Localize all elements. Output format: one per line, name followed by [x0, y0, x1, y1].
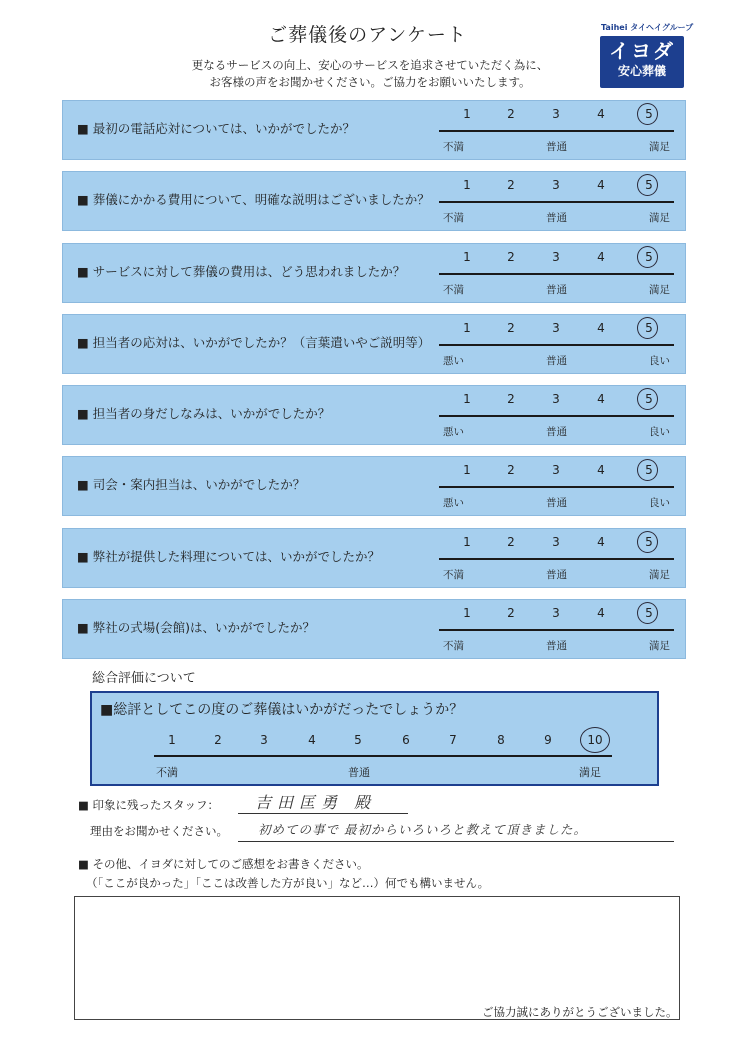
rating-option[interactable]: 3 [552, 606, 560, 620]
logo-sub-text: 安心葬儀 [617, 64, 666, 78]
scale-label-low: 不満 [443, 284, 464, 296]
overall-rating-option[interactable]: 6 [402, 733, 410, 747]
question-text: ■ 弊社が提供した料理については、いかがでしたか？ [77, 549, 381, 564]
rating-option[interactable]: 5 [645, 463, 653, 477]
overall-rating-option[interactable]: 7 [449, 733, 457, 747]
selected-rating-circle [637, 602, 658, 624]
selected-rating-circle [637, 103, 658, 125]
brand-caption: Taihei タイヘイグループ [601, 23, 694, 32]
rating-option[interactable]: 4 [597, 250, 605, 264]
scale-label-mid: 普通 [546, 355, 567, 367]
rating-option[interactable]: 2 [507, 606, 515, 620]
scale-label-low: 不満 [443, 640, 464, 652]
question-text: ■ 司会・案内担当は、いかがでしたか？ [77, 477, 306, 492]
rating-option[interactable]: 3 [552, 535, 560, 549]
overall-rating-option[interactable]: 2 [214, 733, 222, 747]
intro-text-line2: お客様の声をお聞かせください。ご協力をお願いいたします。 [209, 75, 531, 89]
overall-label-mid: 普通 [348, 766, 370, 779]
scale-label-mid: 普通 [546, 569, 567, 581]
rating-option[interactable]: 2 [507, 178, 515, 192]
staff-name-value[interactable]: 吉田匡勇 殿 [255, 793, 377, 812]
scale-label-low: 不満 [443, 569, 464, 581]
selected-rating-circle [637, 246, 658, 268]
overall-rating-option[interactable]: 8 [497, 733, 505, 747]
rating-option[interactable]: 2 [507, 535, 515, 549]
overall-rating-option[interactable]: 10 [587, 733, 603, 747]
rating-option[interactable]: 2 [507, 321, 515, 335]
rating-option[interactable]: 3 [552, 321, 560, 335]
selected-rating-circle [637, 459, 658, 481]
rating-option[interactable]: 1 [463, 107, 471, 121]
company-logo [600, 36, 684, 88]
rating-option[interactable]: 1 [463, 250, 471, 264]
reason-label: 理由をお聞かせください。 [90, 824, 228, 838]
rating-option[interactable]: 3 [552, 250, 560, 264]
question-text: ■ サービスに対して葬儀の費用は、どう思われましたか？ [77, 264, 406, 279]
question-box [62, 456, 686, 516]
question-box [62, 314, 686, 374]
question-text: ■ 担当者の身だしなみは、いかがでしたか？ [77, 406, 331, 421]
rating-option[interactable]: 2 [507, 392, 515, 406]
rating-option[interactable]: 5 [645, 392, 653, 406]
scale-label-high: 満足 [649, 212, 670, 224]
rating-option[interactable]: 2 [507, 107, 515, 121]
scale-label-mid: 普通 [546, 426, 567, 438]
intro-text-line1: 更なるサービスの向上、安心のサービスを追求させていただく為に、 [191, 58, 549, 72]
overall-rating-option[interactable]: 9 [544, 733, 552, 747]
question-box [62, 385, 686, 445]
scale-label-mid: 普通 [546, 212, 567, 224]
question-box [62, 243, 686, 303]
rating-option[interactable]: 3 [552, 463, 560, 477]
question-box [62, 100, 686, 160]
rating-option[interactable]: 1 [463, 463, 471, 477]
scale-label-mid: 普通 [546, 284, 567, 296]
rating-scale-line [439, 558, 674, 560]
scale-label-mid: 普通 [546, 640, 567, 652]
question-box [62, 528, 686, 588]
question-text: ■ 担当者の応対は、いかがでしたか？（言葉遣いやご説明等） [77, 335, 431, 350]
rating-option[interactable]: 3 [552, 107, 560, 121]
selected-rating-circle [637, 317, 658, 339]
comments-sublabel: （「ここが良かった」「ここは改善した方が良い」など…）何でも構いません。 [86, 876, 490, 890]
selected-rating-circle [637, 174, 658, 196]
question-text: ■ 葬儀にかかる費用について、明確な説明はございましたか？ [77, 192, 430, 207]
rating-option[interactable]: 5 [645, 178, 653, 192]
scale-label-mid: 普通 [546, 497, 567, 509]
question-text: ■ 弊社の式場(会館)は、いかがでしたか？ [77, 620, 316, 635]
page-title: ご葬儀後のアンケート [268, 24, 467, 46]
scale-label-high: 満足 [649, 284, 670, 296]
rating-option[interactable]: 4 [597, 463, 605, 477]
rating-option[interactable]: 4 [597, 107, 605, 121]
overall-selected-circle [580, 727, 610, 753]
rating-option[interactable]: 3 [552, 178, 560, 192]
rating-scale-line [439, 344, 674, 346]
rating-option[interactable]: 5 [645, 321, 653, 335]
comments-textarea[interactable] [74, 896, 680, 1020]
scale-label-low: 悪い [443, 426, 464, 438]
selected-rating-circle [637, 388, 658, 410]
rating-option[interactable]: 1 [463, 321, 471, 335]
scale-label-low: 悪い [443, 355, 464, 367]
rating-scale-line [439, 415, 674, 417]
rating-option[interactable]: 4 [597, 321, 605, 335]
staff-label: ■ 印象に残ったスタッフ： [78, 798, 220, 812]
scale-label-low: 不満 [443, 141, 464, 153]
rating-option[interactable]: 2 [507, 463, 515, 477]
rating-scale-line [439, 201, 674, 203]
overall-rating-option[interactable]: 1 [168, 733, 176, 747]
overall-heading: 総合評価について [92, 671, 196, 686]
rating-option[interactable]: 1 [463, 178, 471, 192]
rating-option[interactable]: 5 [645, 250, 653, 264]
rating-option[interactable]: 1 [463, 392, 471, 406]
question-box [62, 599, 686, 659]
overall-rating-option[interactable]: 5 [354, 733, 362, 747]
overall-question-box [90, 691, 659, 786]
scale-label-high: 満足 [649, 141, 670, 153]
overall-scale-line [154, 755, 612, 757]
rating-option[interactable]: 3 [552, 392, 560, 406]
rating-option[interactable]: 4 [597, 535, 605, 549]
rating-option[interactable]: 1 [463, 606, 471, 620]
scale-label-low: 悪い [443, 497, 464, 509]
rating-scale-line [439, 273, 674, 275]
rating-option[interactable]: 5 [645, 107, 653, 121]
scale-label-high: 良い [649, 426, 670, 438]
rating-option[interactable]: 5 [645, 606, 653, 620]
scale-label-high: 良い [649, 497, 670, 509]
scale-label-low: 不満 [443, 212, 464, 224]
thanks-footer: ご協力誠にありがとうございました。 [482, 1005, 678, 1019]
overall-rating-option[interactable]: 4 [308, 733, 316, 747]
rating-option[interactable]: 1 [463, 535, 471, 549]
rating-option[interactable]: 4 [597, 606, 605, 620]
overall-label-low: 不満 [156, 766, 178, 779]
overall-rating-option[interactable]: 3 [260, 733, 268, 747]
rating-scale-line [439, 130, 674, 132]
reason-value[interactable]: 初めての事で 最初からいろいろと教えて頂きました。 [258, 822, 587, 837]
question-box [62, 171, 686, 231]
rating-option[interactable]: 4 [597, 392, 605, 406]
rating-option[interactable]: 2 [507, 250, 515, 264]
staff-underline [238, 813, 408, 814]
scale-label-high: 満足 [649, 569, 670, 581]
selected-rating-circle [637, 531, 658, 553]
overall-question-text: ■総評としてこの度のご葬儀はいかがだったでしょうか？ [100, 702, 464, 718]
rating-scale-line [439, 486, 674, 488]
rating-scale-line [439, 629, 674, 631]
question-text: ■ 最初の電話応対については、いかがでしたか？ [77, 121, 356, 136]
rating-option[interactable]: 4 [597, 178, 605, 192]
scale-label-high: 良い [649, 355, 670, 367]
reason-underline [238, 841, 674, 842]
comments-label: ■ その他、イヨダに対してのご感想をお書きください。 [78, 857, 369, 871]
scale-label-mid: 普通 [546, 141, 567, 153]
scale-label-high: 満足 [649, 640, 670, 652]
rating-option[interactable]: 5 [645, 535, 653, 549]
logo-main-text: イヨダ [609, 39, 675, 63]
overall-label-high: 満足 [579, 766, 601, 779]
